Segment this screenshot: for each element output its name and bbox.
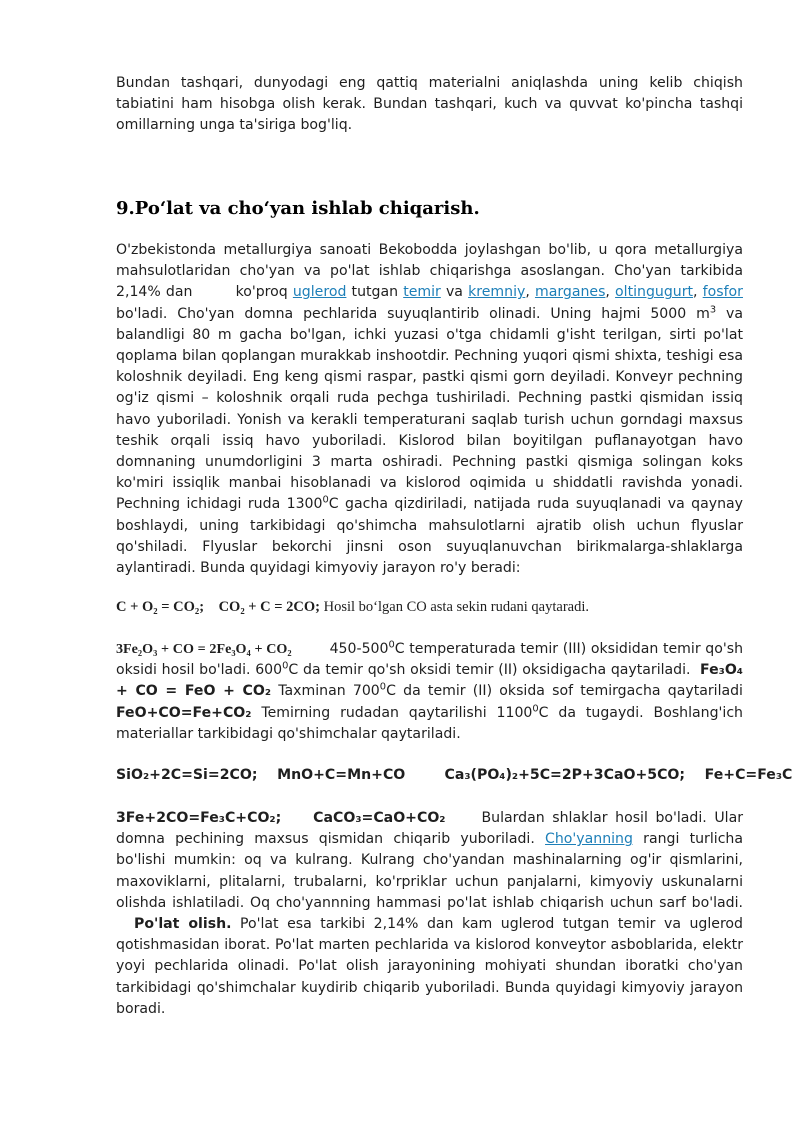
paragraph-slag-steel — [116, 808, 743, 1020]
formula-note: Hosil bo‘lgan CO asta sekin rudani qaytaradi. — [323, 599, 589, 615]
p1-tutgan: tutgan — [351, 284, 399, 301]
equation-3: 3Fe₂O₃ + CO = 2Fe₃O₄ + CO₂ — [116, 641, 292, 657]
p2-sup-3: 0 — [379, 681, 387, 693]
p2-sup-2: 0 — [282, 660, 289, 672]
p1-text-a1: Cho'yan domna pechlarida suyuqlantirib olinadi. Uning hajmi 5000 m — [177, 305, 710, 322]
p2-t2: C temperaturada temir (III) oksididan temir qo'sh oksidi hosil bo'ladi. 600 — [116, 641, 744, 679]
p1-sup-2: 0 — [322, 494, 329, 506]
p1-text-a3: C gacha qizdiriladi, natijada ruda suyuqlanadi va qaynay boshlaydi, uning tarkibidagi qo'shimcha mahsulotlarni ajratib olish uchun flyuslar qo'shiladi. Flyuslar bekorchi jinsni oson suyuqlanuvchan birikmalarga-shlaklarga aylantiradi. Bunda quyidagi kimyoviy jarayon ro'y beradi: — [116, 496, 743, 577]
section-heading: 9.Po‘lat va cho‘yan ishlab chiqarish. — [116, 198, 480, 219]
link-choyanning[interactable]: Cho'yanning — [545, 831, 633, 848]
p3-t3: Po'lat esa tarkibi 2,14% dan kam uglerod tutgan temir va uglerod qotishmasidan iborat. Po'lat marten pechlarida va kislorod konveytor asboblarida, elektr yoyi pechlarida olinadi. Po'lat olish jarayonining mohiyati shundan iboratki cho'yan tarkibidagi qo'shimchalar kuydirib chiqarib yuboriladi. Bunda quyidagi kimyoviy jarayon boradi. — [116, 916, 744, 1017]
equation-4: Fe₃O₄ + CO = FeO + CO₂ — [116, 662, 743, 700]
link-temir[interactable]: temir — [403, 284, 441, 301]
p2-t4: Taxminan 700 — [271, 683, 380, 700]
p2-t1: 450-500 — [329, 641, 389, 657]
p2-t3: C da temir qo'sh oksidi temir (II) oksidigacha qaytariladi. — [288, 662, 691, 679]
link-uglerod[interactable]: uglerod — [292, 284, 347, 301]
p1-boladi: bo'ladi. — [116, 305, 168, 322]
p2-sup-4: 0 — [532, 702, 539, 714]
equation-5: FeO+CO=Fe+CO₂ — [116, 704, 252, 721]
p2-sup-1: 0 — [388, 639, 395, 651]
p2-t5: C da temir (II) oksida sof temirgacha qaytariladi — [386, 683, 743, 700]
equation-2: CO₂ + C = 2CO; — [218, 599, 320, 615]
p3-t1: Bulardan shlaklar hosil bo'ladi. Ular domna pechining maxsus qismidan chiqarib yuboriladi. — [116, 810, 743, 848]
link-fosfor[interactable]: fosfor — [702, 284, 743, 301]
link-oltingugurt[interactable]: oltingugurt — [615, 284, 694, 301]
link-marganes[interactable]: marganes — [534, 284, 606, 301]
equation-1: C + O₂ = CO₂; — [116, 599, 205, 615]
p2-t6: Temirning rudadan qaytarilishi 1100 — [251, 704, 533, 721]
p1-koproq: ko'proq — [235, 284, 288, 301]
p3-t2: rangi turlicha bo'lishi mumkin: oq va kulrang. Kulrang cho'yandan mashinalarning og'ir qismlarini, maxoviklarni, plitalarni, trubalarni, ko'rpriklar uchun panjalarni, kimyoviy uskunalarni olishda ishlatiladi. Oq cho'yannning hammasi po'lat ishlab chiqarish uchun sarf bo'ladi. — [116, 831, 744, 911]
paragraph-production: O'zbekistonda metallurgiya sanoati Bekobodda joylashgan bo'lib, u qora metallurgiya mahsulotlaridan cho'yan va po'lat ishlab chiqarishga asoslangan. Cho'yan tarkibida 2,14% dan ko'proq uglerod tutgan temir va kremniy, marganes, oltingugurt, fosfor bo'ladi. Cho'yan domna pechlarida suyuqlantirib olinadi. Uning hajmi 5000 $m^3$ va balandligi 80 m gacha bo'lgan, ichki yuzasi o'tga chidamli g'isht terilgan, sirti po'lat qoplama bilan qoplangan murakkab inshootdir. Pechning yuqori qismi shixta, teshigi esa koloshnik deyiladi. Eng keng qismi raspar, pastki qismi gorn deyiladi. Konveyr pechning og'iz qismi – koloshnik orqali ruda pechga tushiriladi. Pechning pastki qismidan issiq havo yuboriladi. Yonish va kerakli temperaturani saqlab turish uchun gorndagi maxsus teshik orqali issiq havo yuboriladi. Kislorod bilan boyitilgan puflanayotgan havo domnaning unumdorligini 3 marta oshiradi. Pechning pastki qismiga solingan koks ko'miri issiqlik manbai hisoblanadi va kislorod oqimida u shiddatli ravishda yonadi. Pechning ichidagi ruda 1300$^0$C gacha qizdiriladi, natijada ruda suyuqlanadi va qaynay boshlaydi, uning tarkibidagi qo'shimcha mahsulotlarni ajratib olish uchun flyuslar qo'shiladi. Flyuslar bekorchi jinsni oson suyuqlanuvchan birikmalarga-shlaklarga aylantiradi. Bunda quyidagi kimyoviy jarayon ro'y beradi: — [116, 242, 743, 577]
p1-text-a2: va balandligi 80 m gacha bo'lgan, ichki yuzasi o'tga chidamli g'isht terilgan, sirti po'lat qoplama bilan qoplangan murakkab inshootdir. Pechning yuqori qismi shixta, teshigi esa koloshnik deyiladi. Eng keng qismi raspar, pastki qismi gorn deyiladi. Konveyr pechning og'iz qismi – koloshnik orqali ruda pechga tushiriladi. Pechning pastki qismidan issiq havo yuboriladi. Yonish va kerakli temperaturani saqlab turish uchun gorndagi maxsus teshik orqali issiq havo yuboriladi. Kislorod bilan boyitilgan puflanayotgan havo domnaning unumdorligini 3 marta oshiradi. Pechning pastki qismiga solingan koks ko'miri issiqlik manbai hisoblanadi va kislorod oqimida u shiddatli ravishda yonadi. Pechning ichidagi ruda 1300 — [116, 305, 743, 513]
formula-line-1 — [116, 597, 743, 618]
steel-subheading: Po'lat olish. — [134, 916, 232, 933]
p2-t7: C da tugaydi. Boshlang'ich materiallar tarkibidagi qo'shimchalar qaytariladi. — [116, 704, 743, 742]
link-kremniy[interactable]: kremniy — [468, 284, 526, 301]
p1-va: va — [445, 284, 463, 301]
p1-sup-1: 3 — [709, 303, 717, 315]
paragraph-reduction — [116, 639, 743, 745]
formula-line-2: SiO₂+2C=Si=2CO; MnO+C=Mn+CO Ca₃(PO₄)₂+5C=2P+3CaO+5CO; Fe+C=Fe₃C — [116, 767, 793, 783]
intro-paragraph: Bundan tashqari, dunyodagi eng qattiq materialni aniqlashda uning kelib chiqish tabiatini ham hisobga olish kerak. Bundan tashqari, kuch va quvvat ko'pincha tashqi omillarning unga ta'siriga bog'liq. — [116, 75, 743, 134]
equation-6: 3Fe+2CO=Fe₃C+CO₂; CaCO₃=CaO+CO₂ — [116, 810, 446, 826]
p1-start: O'zbekistonda metallurgiya sanoati Bekobodda joylashgan bo'lib, u qora metallurgiya mahsulotlaridan cho'yan va po'lat ishlab chiqarishga asoslangan. Cho'yan tarkibida 2,14% dan — [116, 242, 743, 301]
